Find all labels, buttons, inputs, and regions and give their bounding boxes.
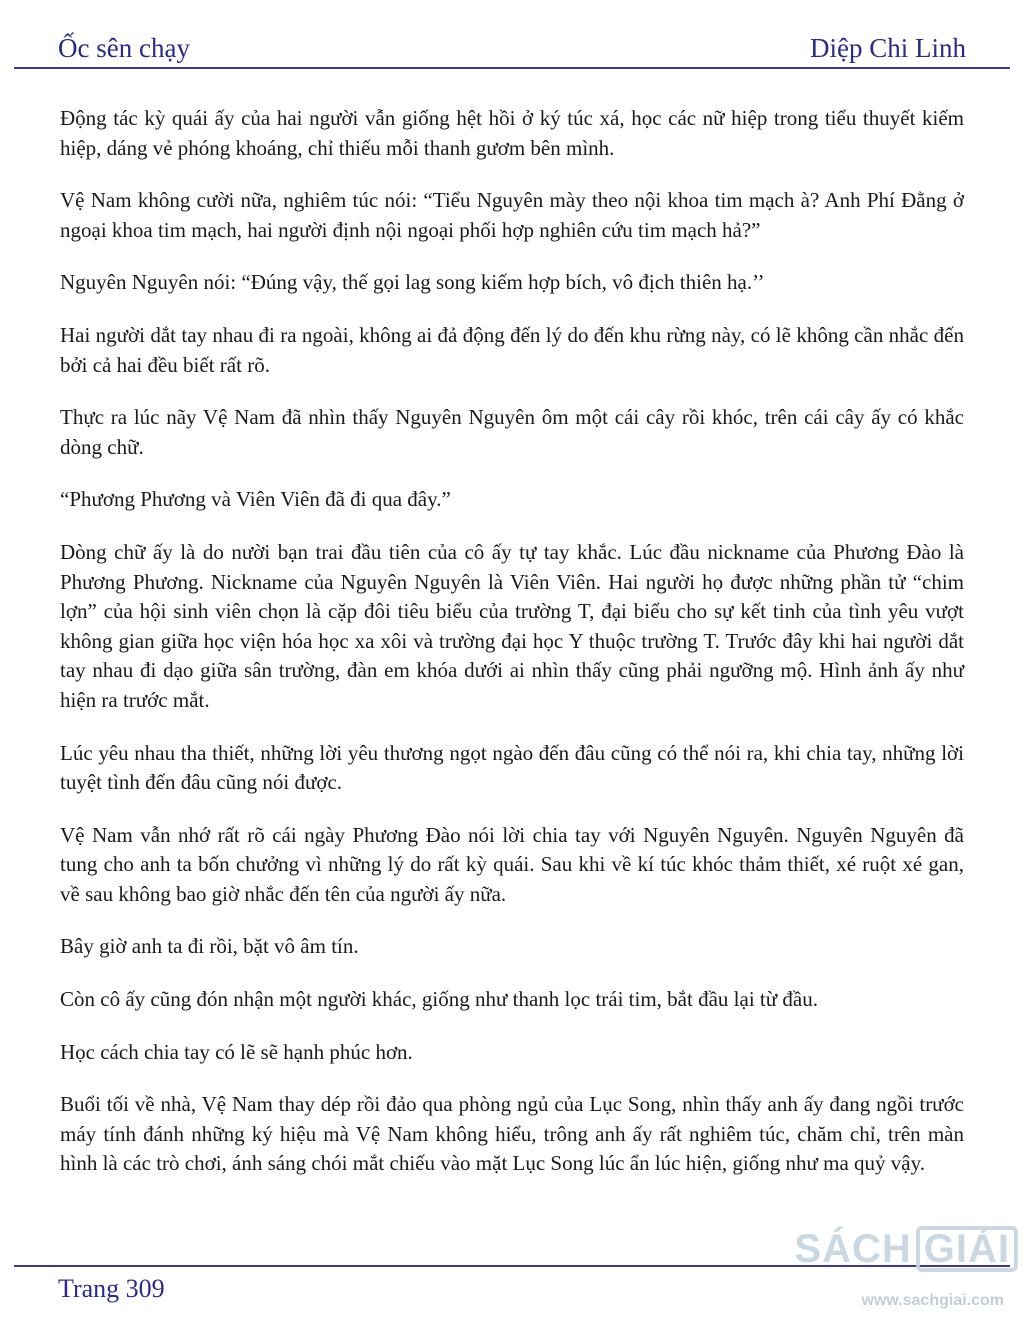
book-title: Ốc sên chạy <box>58 33 190 63</box>
paragraph: Dòng chữ ấy là do nười bạn trai đầu tiên của cô ấy tự tay khắc. Lúc đầu nickname của Phương Đào là Phương Phương. Nickname của Nguyên Nguyên là Viên Viên. Hai người họ được những phần tử “chim lợn” của hội sinh viên chọn là cặp đôi tiêu biểu của trường T, đại biểu cho sự kết tinh của tình yêu vượt không gian giữa học viện hóa học xa xôi và trường đại học Y thuộc trường T. Trước đây khi hai người dắt tay nhau đi dạo giữa sân trường, đàn em khóa dưới ai nhìn thấy cũng phải ngưỡng mộ. Hình ảnh ấy như hiện ra trước mắt. <box>60 539 964 712</box>
page-body <box>60 104 964 1202</box>
paragraph: Còn cô ấy cũng đón nhận một người khác, giống như thanh lọc trái tim, bắt đầu lại từ đầu. <box>60 987 818 1012</box>
paragraph: Nguyên Nguyên nói: “Đúng vậy, thế gọi lag song kiếm hợp bích, vô địch thiên hạ.’’ <box>60 270 765 295</box>
paragraph: Lúc yêu nhau tha thiết, những lời yêu thương ngọt ngào đến đâu cũng có thể nói ra, khi chia tay, những lời tuyệt tình đến đâu cũng nói được. <box>60 740 964 795</box>
paragraph: Thực ra lúc nãy Vệ Nam đã nhìn thấy Nguyên Nguyên ôm một cái cây rồi khóc, trên cái cây ấy có khắc dòng chữ. <box>60 405 964 459</box>
paragraph: Động tác kỳ quái ấy của hai người vẫn giống hệt hồi ở ký túc xá, học các nữ hiệp trong tiểu thuyết kiếm hiệp, dáng vẻ phóng khoáng, chỉ thiếu mỗi thanh gươm bên mình. <box>60 106 964 160</box>
paragraph: Bây giờ anh ta đi rồi, bặt vô âm tín. <box>60 934 359 959</box>
page-header <box>58 24 966 64</box>
paragraph: “Phương Phương và Viên Viên đã đi qua đây.” <box>60 487 451 512</box>
header-divider <box>14 67 1010 69</box>
watermark-logo-right: GIẢI <box>916 1226 1018 1272</box>
paragraph: Vệ Nam không cười nữa, nghiêm túc nói: “Tiểu Nguyên mày theo nội khoa tim mạch à? Anh Phí Đằng ở ngoại khoa tim mạch, hai người định nội ngoại phối hợp nghiên cứu tim mạch hả?” <box>60 188 964 242</box>
watermark-logo-left: SÁCH <box>794 1226 912 1271</box>
paragraph: Vệ Nam vẫn nhớ rất rõ cái ngày Phương Đào nói lời chia tay với Nguyên Nguyên. Nguyên Nguyên đã tung cho anh ta bốn chưởng vì những lý do rất kỳ quái. Sau khi về kí túc khóc thảm thiết, xé ruột xé gan, về sau không bao giờ nhắc đến tên của người ấy nữa. <box>60 822 964 906</box>
watermark-url: www.sachgiai.com <box>861 1292 1004 1309</box>
watermark-logo <box>794 1226 1018 1272</box>
author-name: Diệp Chi Linh <box>810 33 966 63</box>
paragraph: Hai người dắt tay nhau đi ra ngoài, không ai đả động đến lý do đến khu rừng này, có lẽ không cần nhắc đến bởi cả hai đều biết rất rõ. <box>60 322 964 377</box>
watermark <box>794 1226 1018 1320</box>
page-number: Trang 309 <box>58 1274 165 1303</box>
paragraph: Buổi tối về nhà, Vệ Nam thay dép rồi đảo qua phòng ngủ của Lục Song, nhìn thấy anh ấy đang ngồi trước máy tính đánh những ký hiệu mà Vệ Nam không hiểu, trông anh ấy rất nghiêm túc, chăm chỉ, trên màn hình là các trò chơi, ánh sáng chói mắt chiếu vào mặt Lục Song lúc ẩn lúc hiện, giống như ma quỷ vậy. <box>60 1092 964 1176</box>
paragraph: Học cách chia tay có lẽ sẽ hạnh phúc hơn. <box>60 1039 413 1064</box>
